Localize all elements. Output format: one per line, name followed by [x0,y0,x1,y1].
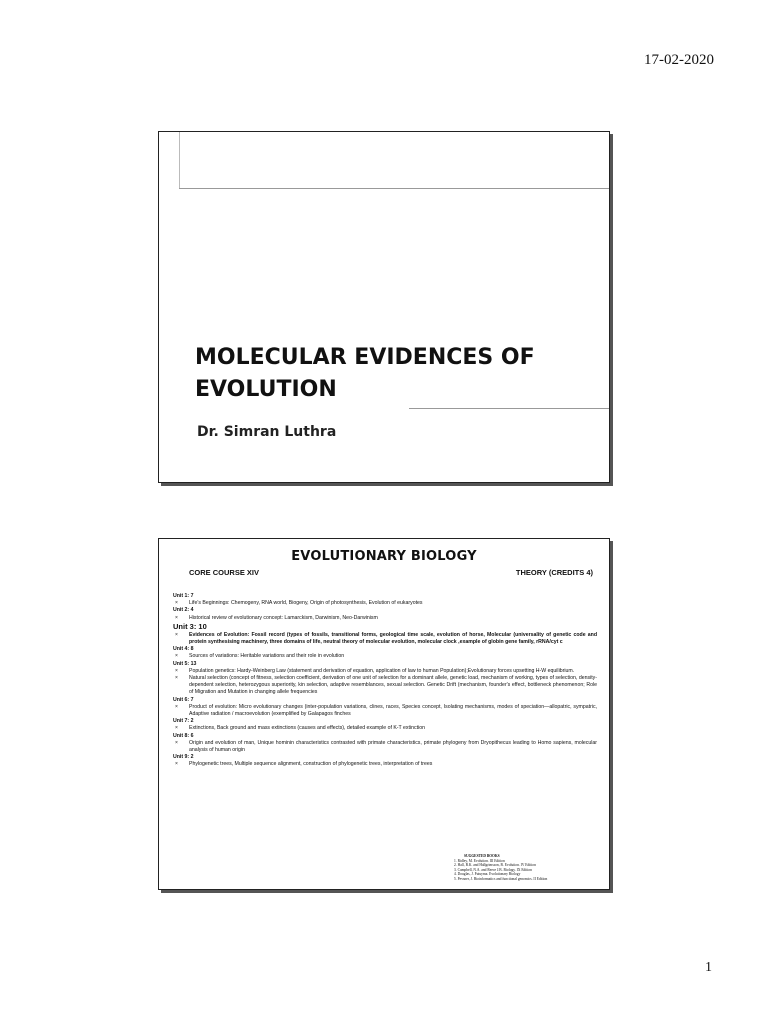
decorative-title-rule [409,408,609,409]
unit-heading: Unit 6: 7 [173,696,194,703]
unit-heading: Unit 9: 2 [173,754,194,761]
unit-item [175,704,597,718]
bullet-icon: × [175,675,178,682]
unit-item-text: Life's Beginnings: Chemogeny, RNA world, Biogeny, Origin of photosynthesis, Evolution of eukaryotes [189,600,423,607]
bullet-icon: × [175,739,178,746]
page-date: 17-02-2020 [644,52,714,68]
bullet-icon: × [175,761,178,768]
syllabus-slide [158,538,610,890]
slide-author: Dr. Simran Luthra [197,424,337,440]
title-slide [158,131,610,483]
unit-heading: Unit 3: 10 [173,621,207,631]
bullet-icon: × [175,631,178,638]
unit-heading: Unit 7: 2 [173,718,194,725]
unit-heading: Unit 1: 7 [173,593,194,599]
bullet-icon: × [175,667,178,674]
unit-item-text: Extinctions, Back ground and mass extinctions (causes and effects), detailed example of K-T extinction [189,725,425,732]
bullet-icon: × [175,614,178,621]
decorative-vertical-line [179,132,180,189]
unit-item [175,725,597,732]
unit-item-text: Sources of variations: Heritable variations and their role in evolution [189,653,345,660]
book-entry: 3. Campbell, N.A. and Reece J.B. Biology. IX Edition [454,867,532,872]
suggested-books [454,854,604,882]
book-entry: 4. Douglas, J. Futuyma. Evolutionary Biology [454,872,521,877]
bullet-icon: × [175,725,178,732]
unit-item [175,761,597,768]
unit-heading: Unit 8: 6 [173,732,194,739]
page-number: 1 [705,960,712,975]
unit-item [175,615,597,622]
units-list [173,593,597,769]
unit-item [175,668,597,675]
unit-item-text: Natural selection (concept of fitness, selection coefficient, derivation of one unit of selection for a dominant allele, genetic load, mechanism of working, types of selection, density-dependent selection, heterozygous superiority, kin selection, adaptive resemblances, sexual selection. Genetic Drift (mechanism, founder's effect, bottleneck phenomenon; Role of Migration and Mutation in changing allele frequencies [189,675,597,696]
slide-title-line-2: EVOLUTION [195,377,337,402]
books-list [454,859,604,882]
unit-item-text: Phylogenetic trees, Multiple sequence alignment, construction of phylogenetic trees, interpretation of trees [189,761,433,768]
bullet-icon: × [175,600,178,607]
books-heading: SUGGESTED BOOKS [464,854,500,858]
unit-item-text: Population genetics: Hardy-Weinberg Law (statement and derivation of equation, application of law to human Population);Evolutionary forces upsetting H-W equilibrium. [189,667,575,674]
book-entry: 2. Hall, B.K. and Hallgrimsson, B. Evolution. IV Edition [454,863,536,868]
core-course-label: CORE COURSE XIV [189,568,260,577]
bullet-icon: × [175,703,178,710]
unit-item-text: Product of evolution: Micro evolutionary changes (inter-population variations, clines, races, Species concept, Isolating mechanisms, modes of speciation—allopatric, sympatric, Adaptive radiation / macroevolution (exemplified by Galapagos finches [189,703,597,718]
bullet-icon: × [175,653,178,660]
unit-item [175,675,597,697]
unit-item-text: Evidences of Evolution: Fossil record (types of fossils, transitional forms, geological time scale, evolution of horse, Molecular (universality of genetic code and protein synthesising machinery, three domains of life, neutral theory of molecular evolution, molecular clock ,example of globin gene family, rRNA/cyt c [189,631,597,646]
unit-item [175,740,597,754]
unit-item-text: Historical review of evolutionary concept: Lamarckism, Darwinism, Neo-Darwinism [189,614,378,621]
syllabus-heading: EVOLUTIONARY BIOLOGY [291,549,477,564]
book-entry: 1. Ridley, M. Evolution. III Edition [454,858,505,863]
book-entry: 5. Pevsner, J. Bioinformatics and functional genomics. II Edition [454,876,548,881]
credits-label: THEORY (CREDITS 4) [515,568,593,577]
unit-item-text: Origin and evolution of man, Unique hominin characteristics contrasted with primate characteristics, primate phylogeny from Dryopithecus leading to Homo sapiens, molecular analysis of human origin [189,739,597,754]
slide-title [195,342,595,406]
unit-heading: Unit 5: 13 [173,660,197,667]
unit-heading: Unit 4: 8 [173,646,194,653]
unit-item [175,600,597,607]
unit-item [175,632,597,646]
decorative-top-rule [179,188,609,189]
slide-title-line-1: MOLECULAR EVIDENCES OF [195,345,535,370]
unit-heading: Unit 2: 4 [173,607,194,614]
unit-item [175,653,597,660]
